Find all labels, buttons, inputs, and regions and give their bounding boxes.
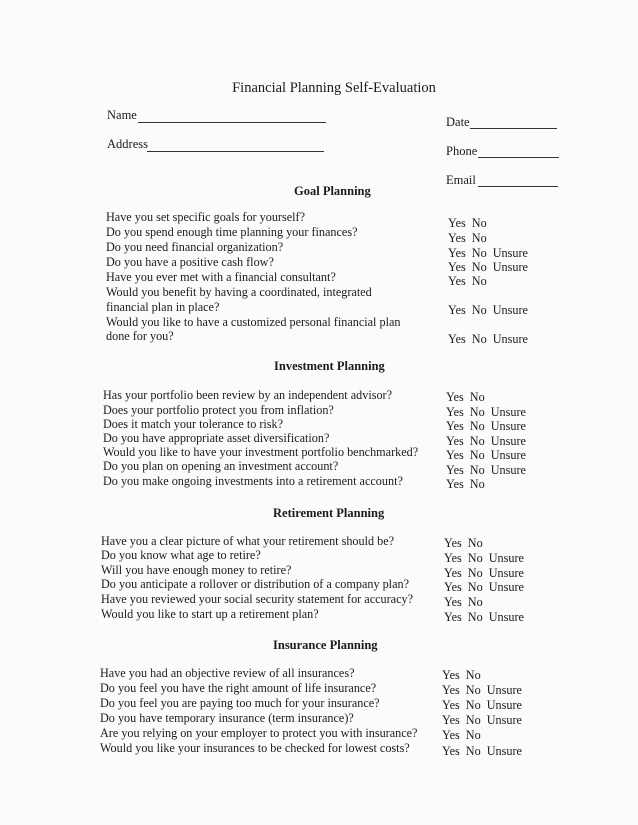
answer-options[interactable]: Yes No Unsure [442,683,522,697]
question: Does it match your tolerance to risk? [103,417,284,431]
question: Have you had an objective review of all insurances? [100,666,355,680]
answer-options[interactable]: Yes No Unsure [444,566,524,580]
answer-options[interactable]: Yes No Unsure [444,610,524,624]
section-heading-insurance-planning: Insurance Planning [273,638,378,652]
question: Would you like to have a customized personal financial plan [106,315,401,329]
section-heading-goal-planning: Goal Planning [294,184,371,198]
question-continued: done for you? [106,329,174,343]
answer-options[interactable]: Yes No Unsure [442,698,522,712]
answer-options[interactable]: Yes No Unsure [446,434,526,448]
phone-field-line[interactable] [478,157,559,158]
question: Have you reviewed your social security statement for accuracy? [101,592,413,606]
question: Do you have a positive cash flow? [106,255,274,269]
phone-label: Phone [446,144,478,158]
answer-options[interactable]: Yes No Unsure [448,303,528,317]
question: Do you have appropriate asset diversification? [103,431,330,445]
question: Do you plan on opening an investment account? [103,459,339,473]
answer-options[interactable]: Yes No Unsure [448,260,528,274]
date-label: Date [446,115,470,129]
question: Do you need financial organization? [106,240,284,254]
address-field-line[interactable] [147,151,324,152]
question: Would you like to have your investment portfolio benchmarked? [103,445,419,459]
answer-options[interactable]: Yes No Unsure [444,580,524,594]
question: Do you have temporary insurance (term insurance)? [100,711,354,725]
answer-options[interactable]: Yes No [448,274,487,288]
name-field-line[interactable] [138,122,326,123]
answer-options[interactable]: Yes No Unsure [448,332,528,346]
answer-options[interactable]: Yes No Unsure [446,419,526,433]
answer-options[interactable]: Yes No [442,728,481,742]
email-label: Email [446,173,476,187]
question: Do you spend enough time planning your finances? [106,225,358,239]
form-title: Financial Planning Self-Evaluation [232,80,436,96]
question: Do you make ongoing investments into a retirement account? [103,474,403,488]
section-heading-investment-planning: Investment Planning [274,359,385,373]
question: Have you a clear picture of what your retirement should be? [101,534,395,548]
question: Do you feel you are paying too much for your insurance? [100,696,380,710]
answer-options[interactable]: Yes No Unsure [446,448,526,462]
answer-options[interactable]: Yes No [448,216,487,230]
answer-options[interactable]: Yes No [444,536,483,550]
answer-options[interactable]: Yes No Unsure [444,551,524,565]
question: Do you anticipate a rollover or distribution of a company plan? [101,577,409,591]
section-heading-retirement-planning: Retirement Planning [273,506,385,520]
question: Would you like to start up a retirement plan? [101,607,319,621]
question: Do you know what age to retire? [101,548,261,562]
question: Would you like your insurances to be checked for lowest costs? [100,741,410,755]
question: Has your portfolio been review by an independent advisor? [103,388,393,402]
answer-options[interactable]: Yes No Unsure [446,405,526,419]
question-continued: financial plan in place? [106,300,220,314]
question: Have you set specific goals for yourself? [106,210,305,224]
question: Will you have enough money to retire? [101,563,292,577]
answer-options[interactable]: Yes No [442,668,481,682]
answer-options[interactable]: Yes No Unsure [446,463,526,477]
answer-options[interactable]: Yes No Unsure [448,246,528,260]
email-field-line[interactable] [478,186,558,187]
question: Does your portfolio protect you from inflation? [103,403,334,417]
answer-options[interactable]: Yes No [444,595,483,609]
answer-options[interactable]: Yes No [446,477,485,491]
address-label: Address [107,137,148,151]
name-label: Name [107,108,137,122]
question: Do you feel you have the right amount of life insurance? [100,681,377,695]
answer-options[interactable]: Yes No [446,390,485,404]
answer-options[interactable]: Yes No [448,231,487,245]
question: Would you benefit by having a coordinated, integrated [106,285,372,299]
answer-options[interactable]: Yes No Unsure [442,744,522,758]
question: Are you relying on your employer to protect you with insurance? [100,726,418,740]
date-field-line[interactable] [470,128,557,129]
answer-options[interactable]: Yes No Unsure [442,713,522,727]
question: Have you ever met with a financial consultant? [106,270,336,284]
